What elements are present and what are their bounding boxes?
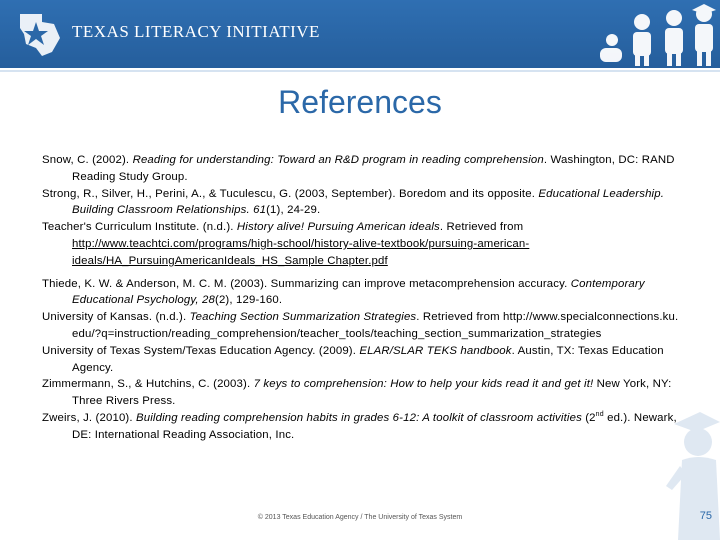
reference-item: University of Kansas. (n.d.). Teaching Section Summarization Strategies. Retrieved from http://www.specialconnections.ku.edu/?q=instruction/reading_comprehension/teacher_tools/teaching_section_summarization_strategies — [42, 311, 679, 340]
organization-name: TEXAS LITERACY INITIATIVE — [72, 22, 320, 41]
reference-item: Thiede, K. W. & Anderson, M. C. M. (2003). Summarizing can improve metacomprehension accuracy. Contemporary Educational Psychology, 28(2), 129-160. — [42, 277, 645, 307]
reference-list — [42, 152, 682, 444]
reference-item: Zweirs, J. (2010). Building reading comprehension habits in grades 6-12: A toolkit of classroom activities (2nd ed.). Newark, DE: International Reading Association, Inc. — [42, 411, 677, 441]
children-figures-icon — [570, 0, 720, 68]
reference-item: Strong, R., Silver, H., Perini, A., & Tuculescu, G. (2003, September). Boredom and its opposite. Educational Leadership. Building Classroom Relationships. 61(1), 24-29. — [42, 187, 665, 217]
page-number: 75 — [699, 510, 712, 522]
reference-item: Teacher's Curriculum Institute. (n.d.). History alive! Pursuing American ideals. Retrieved from http://www.teachtci.com/programs/high-school/history-alive-textbook/pursuing-american-ideals/HA_PursuingAmericanIdeals_HS_Sample Chapter.pdf — [42, 221, 530, 267]
reference-item: Zimmermann, S., & Hutchins, C. (2003). 7 keys to comprehension: How to help your kids read it and get it! New York, NY: Three Rivers Press. — [42, 378, 672, 408]
texas-star-logo-icon — [12, 8, 68, 60]
reference-item: Snow, C. (2002). Reading for understanding: Toward an R&D program in reading comprehension. Washington, DC: RAND Reading Study Group. — [42, 154, 675, 183]
reference-link[interactable]: http://www.teachtci.com/programs/high-school/history-alive-textbook/pursuing-american-ideals/HA_PursuingAmericanIdeals_HS_Sample Chapter.pdf — [72, 237, 530, 267]
header-divider — [0, 70, 720, 72]
footer-copyright: © 2013 Texas Education Agency / The University of Texas System — [257, 514, 463, 521]
page-title: References — [278, 84, 442, 120]
header-banner — [0, 0, 720, 68]
reference-item: University of Texas System/Texas Education Agency. (2009). ELAR/SLAR TEKS handbook. Austin, TX: Texas Education Agency. — [42, 344, 664, 374]
